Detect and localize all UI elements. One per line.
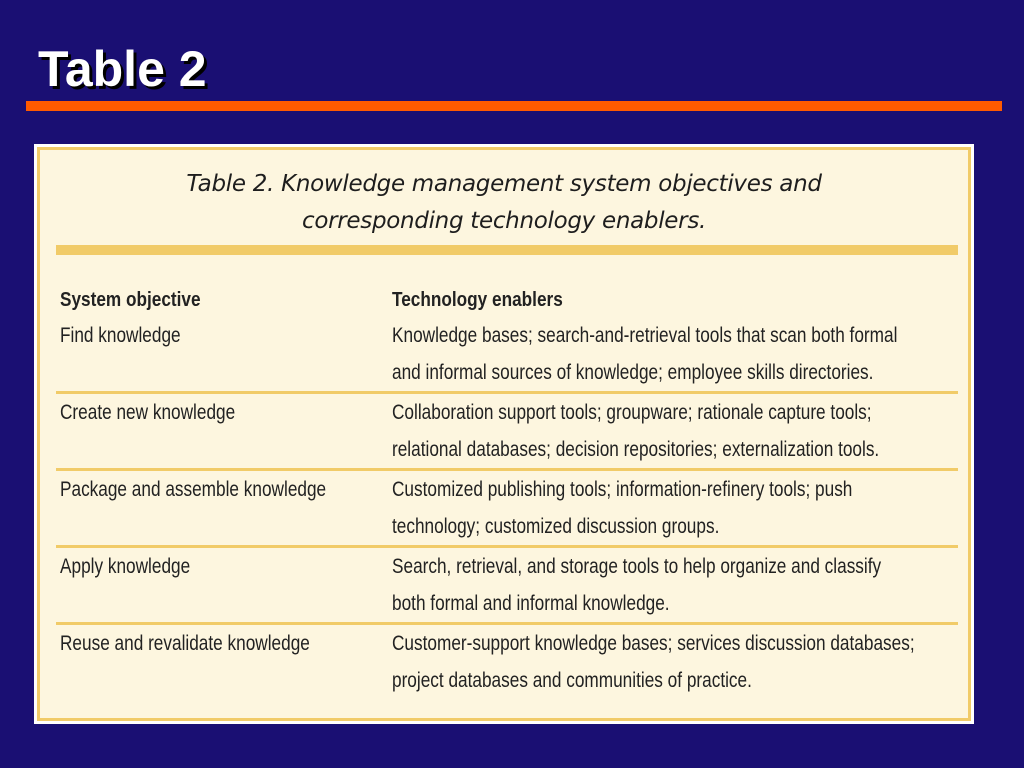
caption-divider	[56, 245, 958, 255]
objective-cell	[56, 317, 392, 391]
enablers-line: Collaboration support tools; groupware; rationale capture tools;	[392, 401, 872, 424]
objective-text: Package and assemble knowledge	[60, 478, 327, 501]
table-frame	[37, 147, 971, 721]
table-caption	[40, 166, 968, 240]
objective-text: Reuse and revalidate knowledge	[60, 632, 310, 655]
enablers-line: Customized publishing tools; information-refinery tools; push	[392, 478, 853, 501]
table-row	[56, 317, 958, 394]
header-label: Technology enablers	[392, 288, 563, 311]
enablers-line: relational databases; decision repositories; externalization tools.	[392, 438, 880, 461]
enablers-cell	[392, 548, 958, 622]
objective-text: Create new knowledge	[60, 401, 236, 424]
caption-line: Table 2. Knowledge management system objectives and	[186, 171, 822, 197]
objectives-table	[56, 283, 958, 699]
objective-text: Find knowledge	[60, 324, 181, 347]
title-underline	[26, 101, 1002, 111]
header-label: System objective	[60, 288, 201, 311]
slide-title: Table 2	[38, 41, 207, 97]
enablers-line: Search, retrieval, and storage tools to help organize and classify	[392, 555, 882, 578]
table-row	[56, 625, 958, 699]
enablers-line: project databases and communities of practice.	[392, 669, 752, 692]
table-header-row	[56, 283, 958, 317]
enablers-cell	[392, 317, 958, 391]
caption-line: corresponding technology enablers.	[301, 208, 707, 234]
table-figure	[34, 144, 974, 724]
enablers-line: technology; customized discussion groups.	[392, 515, 720, 538]
objective-cell	[56, 625, 392, 699]
table-row	[56, 394, 958, 471]
enablers-cell	[392, 471, 958, 545]
objective-cell	[56, 471, 392, 545]
enablers-line: and informal sources of knowledge; employee skills directories.	[392, 361, 874, 384]
objective-text: Apply knowledge	[60, 555, 191, 578]
enablers-cell	[392, 394, 958, 468]
enablers-line: Customer-support knowledge bases; services discussion databases;	[392, 632, 915, 655]
objective-cell	[56, 548, 392, 622]
enablers-line: Knowledge bases; search-and-retrieval tools that scan both formal	[392, 324, 898, 347]
enablers-line: both formal and informal knowledge.	[392, 592, 670, 615]
table-row	[56, 548, 958, 625]
header-cell-enablers	[392, 289, 958, 312]
table-row	[56, 471, 958, 548]
enablers-cell	[392, 625, 958, 699]
objective-cell	[56, 394, 392, 468]
header-cell-objective	[56, 289, 392, 312]
